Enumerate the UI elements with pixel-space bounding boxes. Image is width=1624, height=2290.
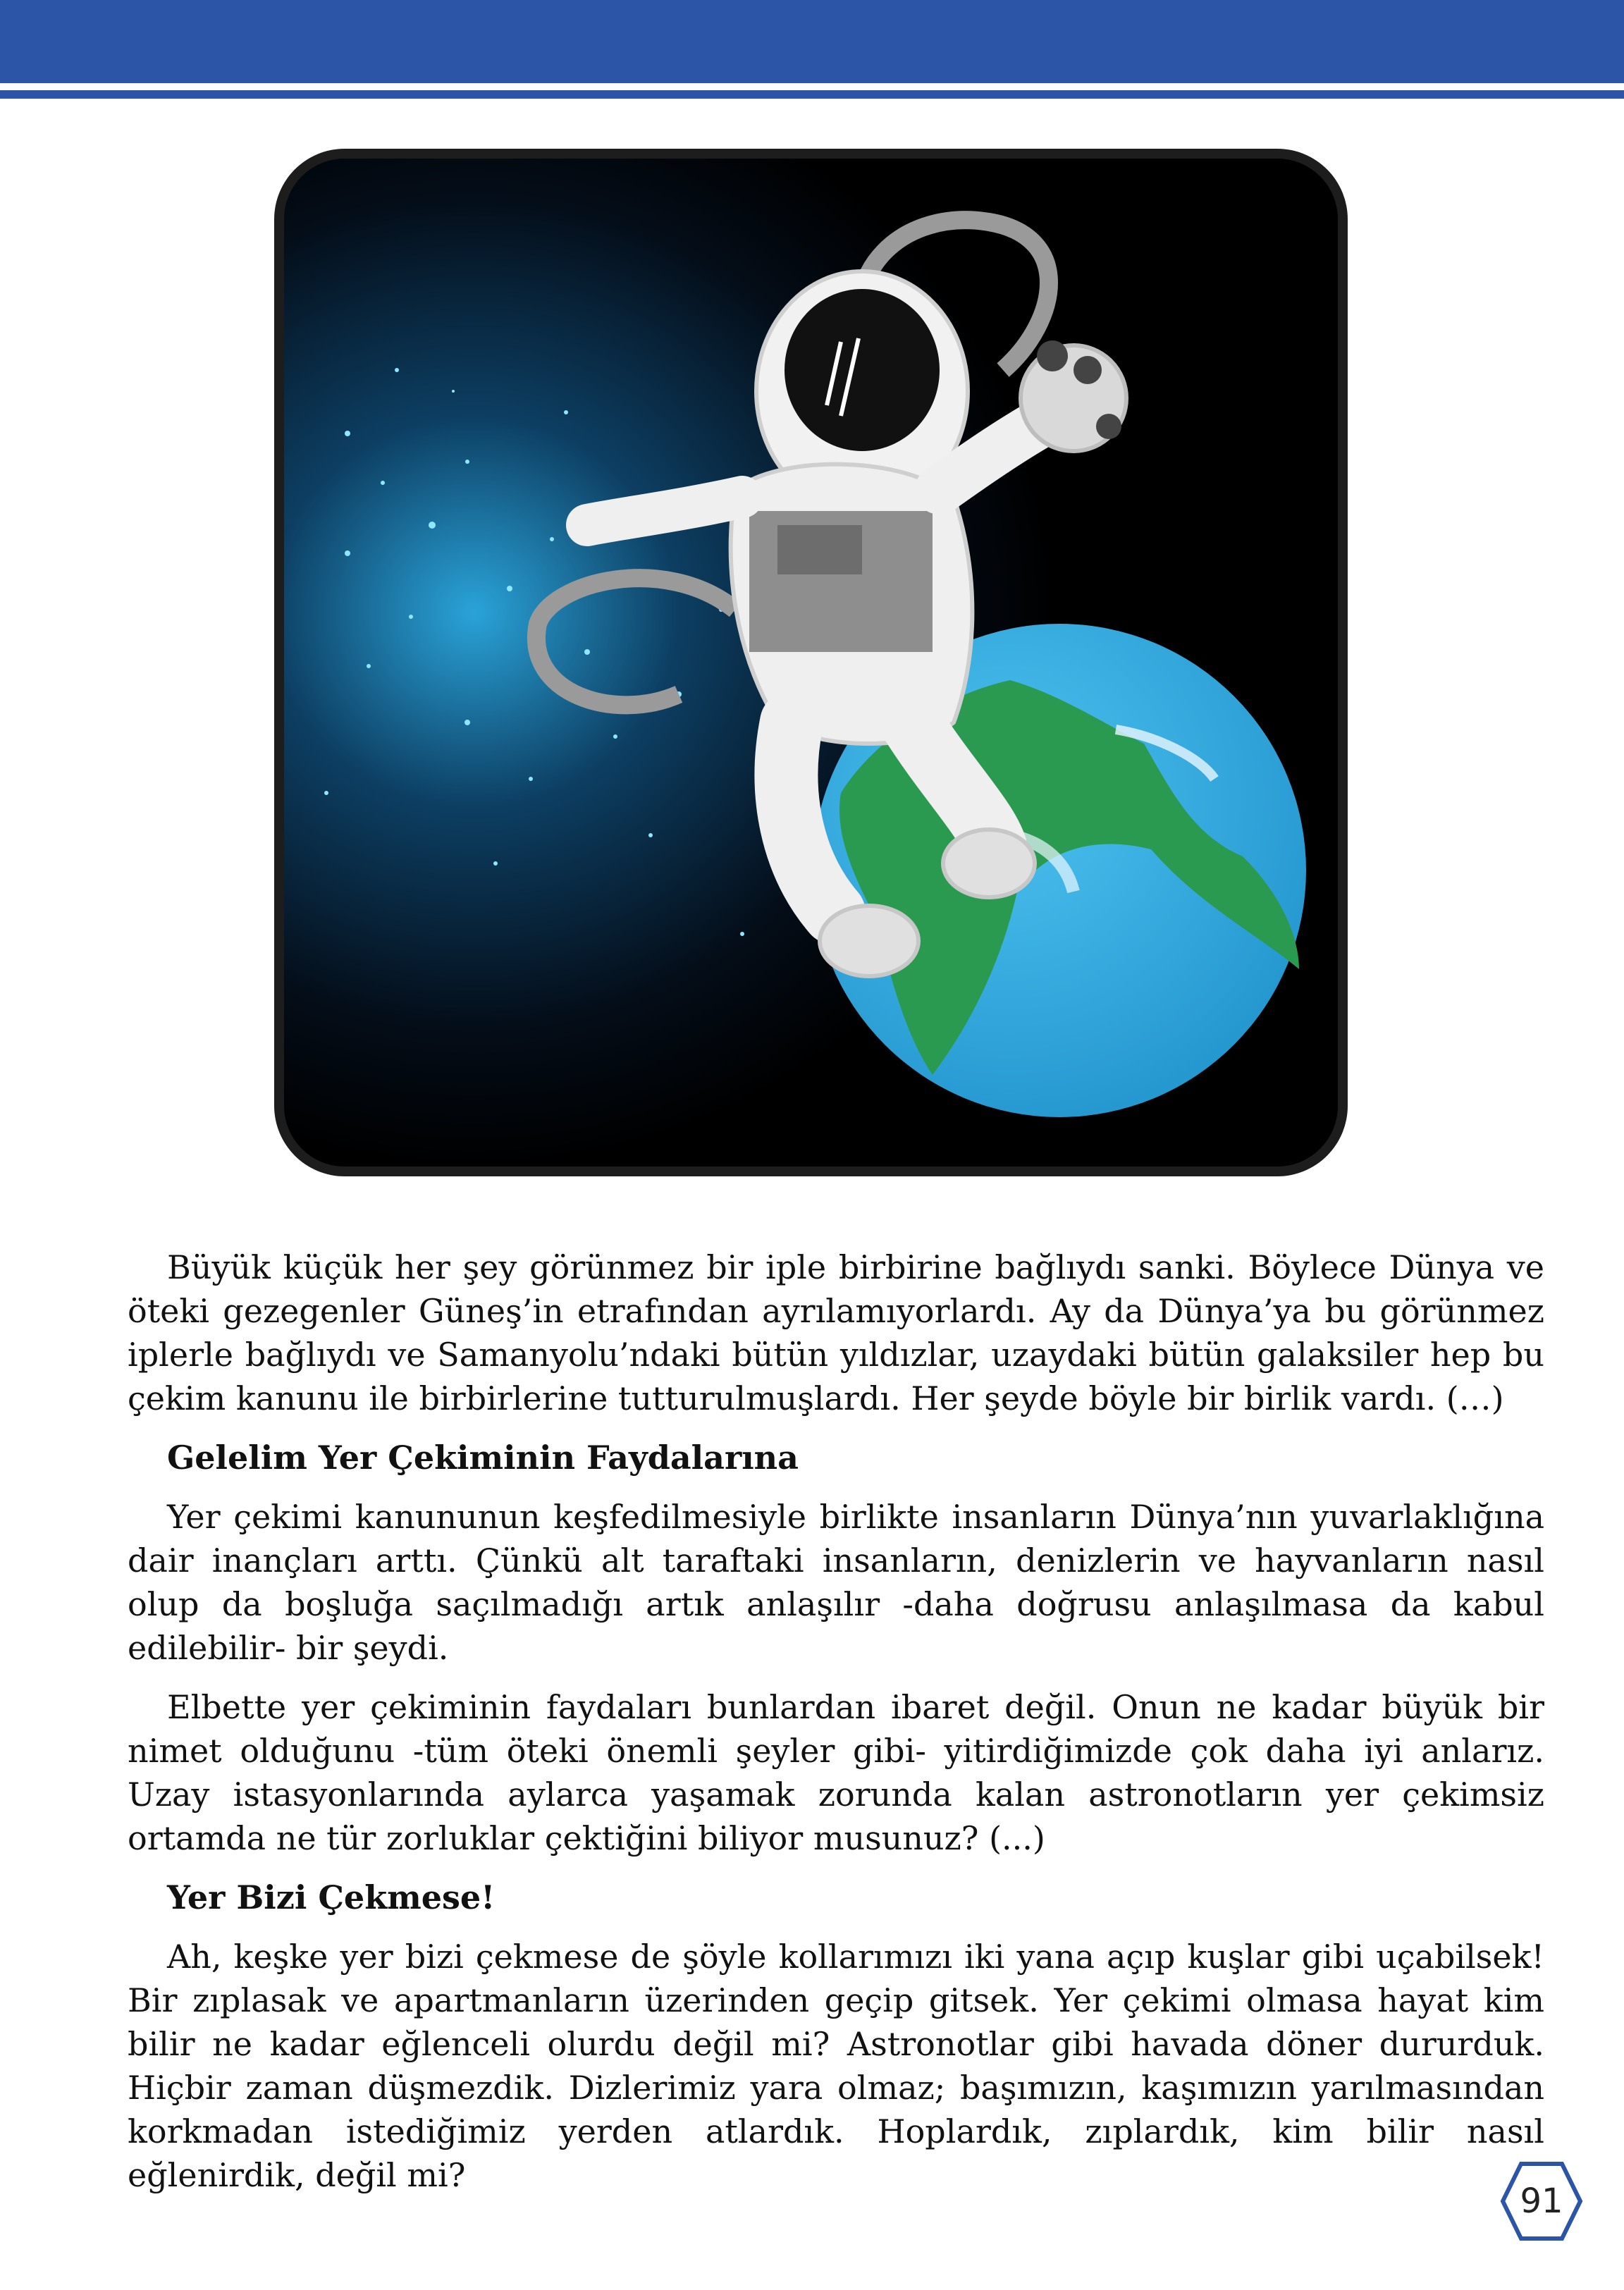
page-number-badge [1500, 2160, 1583, 2243]
paragraph: Yer çekimi kanununun keşfedilmesiyle birlikte insanların Dünya’nın yuvarlaklığına dair inançları arttı. Çünkü alt taraftaki insanların, denizlerin ve hayvanların nasıl olup da boşluğa saçılmadığı artık anlaşılır -daha doğrusu anlaşılmasa da kabul edilebilir- bir şeydi. [128, 1498, 1544, 1667]
header-rule [0, 90, 1624, 99]
article-body [128, 1245, 1544, 2212]
astronaut-floating-above-earth-icon [284, 159, 1338, 1166]
paragraph: Ah, keşke yer bizi çekmese de şöyle kollarımızı iki yana açıp kuşlar gibi uçabilsek! Bir zıplasak ve apartmanların üzerinden geçip gitsek. Yer çekimi olmasa hayat kim bilir ne kadar eğlenceli olurdu değil mi? Astronotlar gibi havada döner dururduk. Hiçbir zaman düşmezdik. Dizlerimiz yara olmaz; başımızın, kaşımızın yarılmasından korkmadan istediğimiz yerden atlardık. Hoplardık, zıplardık, kim bilir nasıl eğlenirdik, değil mi? [128, 1938, 1544, 2194]
paragraph: Elbette yer çekiminin faydaları bunlardan ibaret değil. Onun ne kadar büyük bir nimet olduğunu -tüm öteki önemli şeyler gibi- yitirdiğimizde çok daha iyi anlarız. Uzay istasyonlarında aylarca yaşamak zorunda kalan astronotların yer çekimsiz ortamda ne tür zorluklar çektiğini biliyor musunuz? (...) [128, 1688, 1544, 1857]
astronaut-illustration [284, 159, 1338, 1166]
section-heading: Gelelim Yer Çekiminin Faydalarına [167, 1439, 799, 1477]
header-band [0, 0, 1624, 83]
paragraph: Büyük küçük her şey görünmez bir iple birbirine bağlıydı sanki. Böylece Dünya ve öteki gezegenler Güneş’in etrafından ayrılamıyorlardı. Ay da Dünya’ya bu görünmez iplerle bağlıydı ve Samanyolu’ndaki bütün yıldızlar, uzaydaki bütün galaksiler hep bu çekim kanunu ile birbirlerine tutturulmuşlardı. Her şeyde böyle bir birlik vardı. (…) [128, 1248, 1544, 1417]
page-number: 91 [1520, 2181, 1563, 2221]
section-heading: Yer Bizi Çekmese! [167, 1878, 496, 1916]
